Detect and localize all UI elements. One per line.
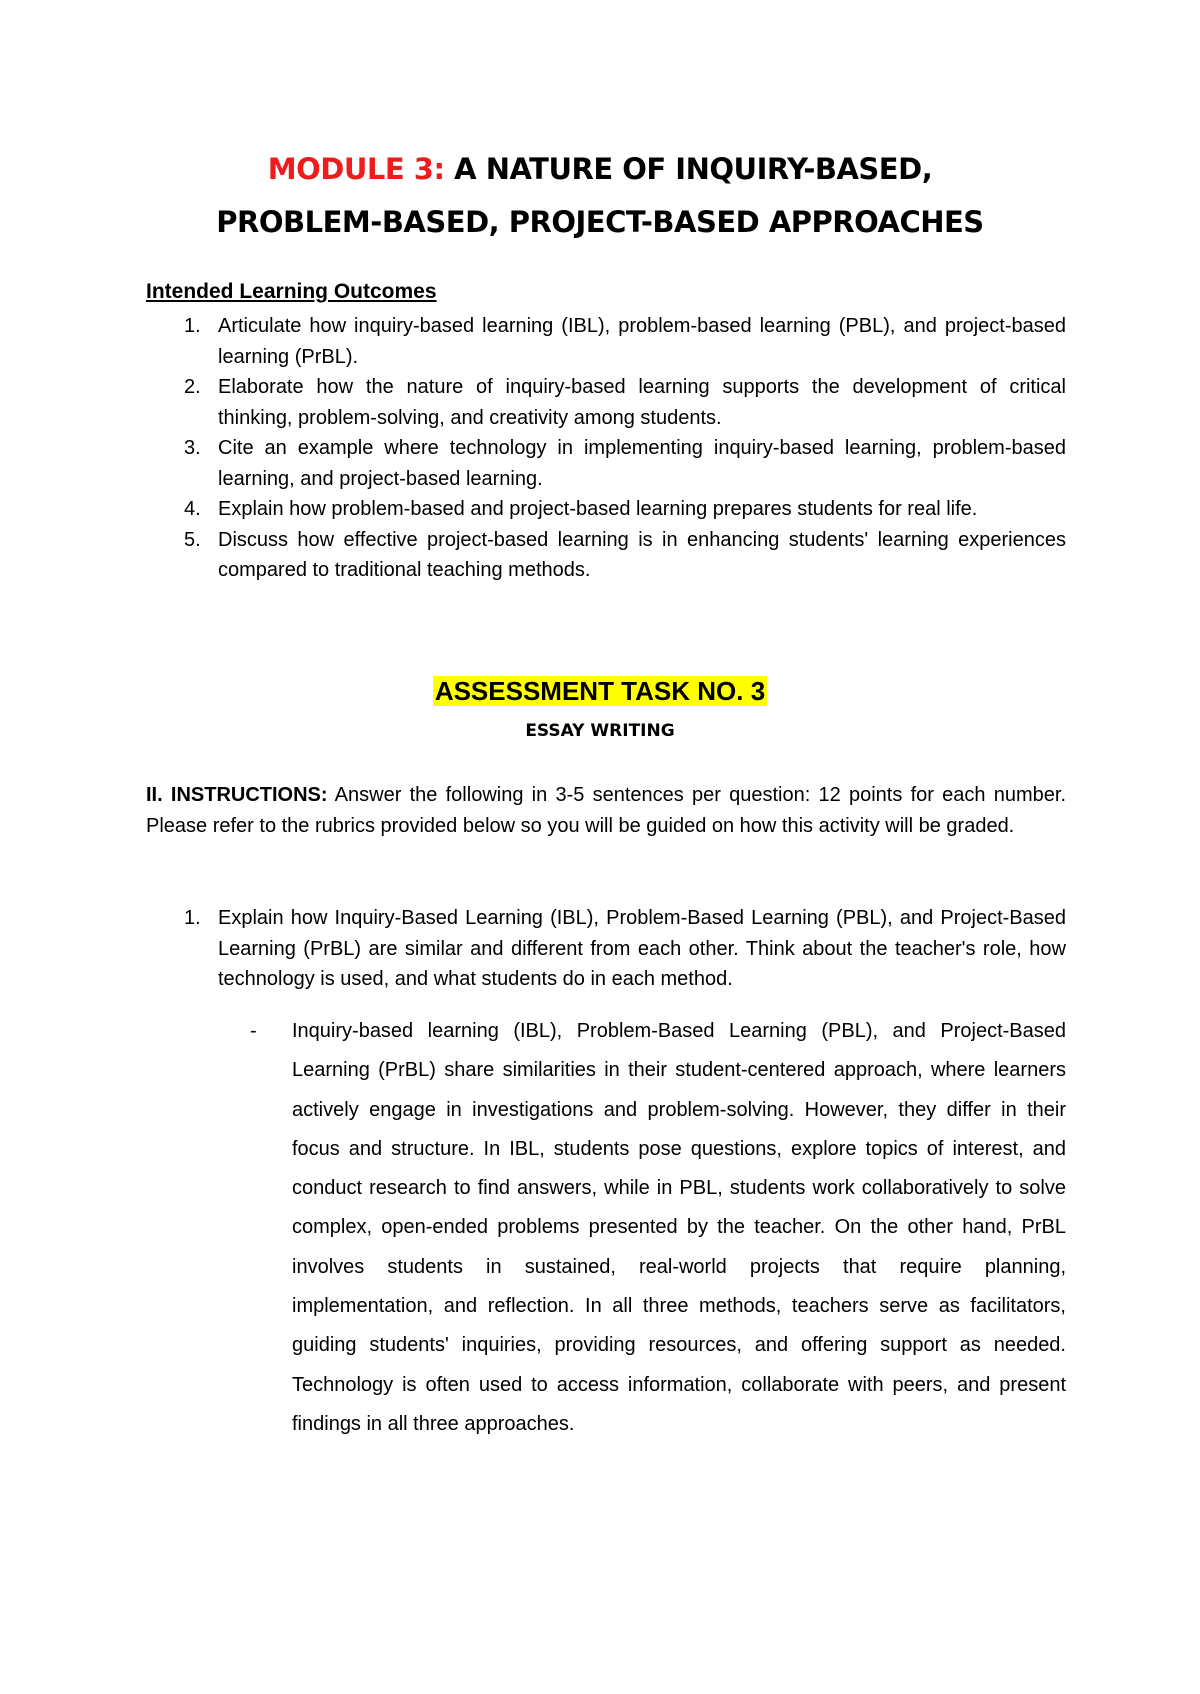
answer-text: Inquiry-based learning (IBL), Problem-Based Learning (PBL), and Project-Based Learning (PrBL) share similarities in their student-centered approach, where learners actively engage in investigations and problem-solving. However, they differ in their focus and structure. In IBL, students pose questions, explore topics of interest, and conduct research to find answers, while in PBL, students work collaboratively to solve complex, open-ended problems presented by the teacher. On the other hand, PrBL involves students in sustained, real-world projects that require planning, implementation, and reflection. In all three methods, teachers serve as facilitators, guiding students' inquiries, providing resources, and offering support as needed. Technology is often used to access information, collaborate with peers, and present findings in all three approaches.: [292, 1020, 1066, 1435]
question-item: [146, 903, 1066, 995]
answer-paragraph: [250, 1012, 1066, 1444]
outcome-text: Articulate how inquiry-based learning (IBL), problem-based learning (PBL), and project-based learning (PrBL).: [218, 315, 1066, 368]
outcome-number: 3.: [184, 437, 201, 459]
module-number: MODULE 3:: [267, 152, 445, 186]
outcome-text: Elaborate how the nature of inquiry-based learning supports the development of critical thinking, problem-solving, and creativity among students.: [218, 376, 1066, 429]
instructions-text: Answer the following in 3-5 sentences per question: 12 points for each number. Please refer to the rubrics provided below so you will be guided on how this activity will be graded.: [146, 784, 1066, 837]
questions-list: [146, 903, 1066, 995]
module-title-line-2: PROBLEM-BASED, PROJECT-BASED APPROACHES: [216, 205, 984, 239]
question-number: 1.: [184, 907, 201, 929]
outcomes-heading: Intended Learning Outcomes: [146, 280, 437, 303]
outcome-number: 4.: [184, 498, 201, 520]
question-text: Explain how Inquiry-Based Learning (IBL), Problem-Based Learning (PBL), and Project-Based Learning (PrBL) are similar and different from each other. Think about the teacher's role, how technology is used, and what students do in each method.: [218, 907, 1066, 990]
answer-bullet-dash: -: [250, 1020, 257, 1042]
outcome-item: [146, 494, 1066, 525]
module-title-line-1: [100, 152, 1100, 186]
assessment-title: [0, 676, 1200, 707]
outcome-number: 5.: [184, 528, 201, 551]
outcome-item: [146, 372, 1066, 433]
module-title-text: A NATURE OF INQUIRY-BASED,: [444, 152, 933, 186]
outcome-text: Discuss how effective project-based learning is in enhancing students' learning experiences compared to traditional teaching methods.: [218, 528, 1066, 581]
outcomes-list: [146, 311, 1066, 586]
outcome-text: Cite an example where technology in implementing inquiry-based learning, problem-based learning, and project-based learning.: [218, 437, 1066, 490]
instructions-paragraph: [146, 780, 1066, 841]
outcome-item: [146, 525, 1066, 586]
outcome-item: [146, 433, 1066, 494]
assessment-title-highlight: ASSESSMENT TASK NO. 3: [434, 676, 766, 706]
outcome-number: 2.: [184, 376, 201, 398]
outcome-item: [146, 311, 1066, 372]
instructions-label: II. INSTRUCTIONS:: [146, 784, 328, 806]
outcome-text: Explain how problem-based and project-based learning prepares students for real life.: [218, 498, 978, 520]
outcome-number: 1.: [184, 315, 201, 337]
assessment-subtitle: ESSAY WRITING: [525, 721, 675, 741]
